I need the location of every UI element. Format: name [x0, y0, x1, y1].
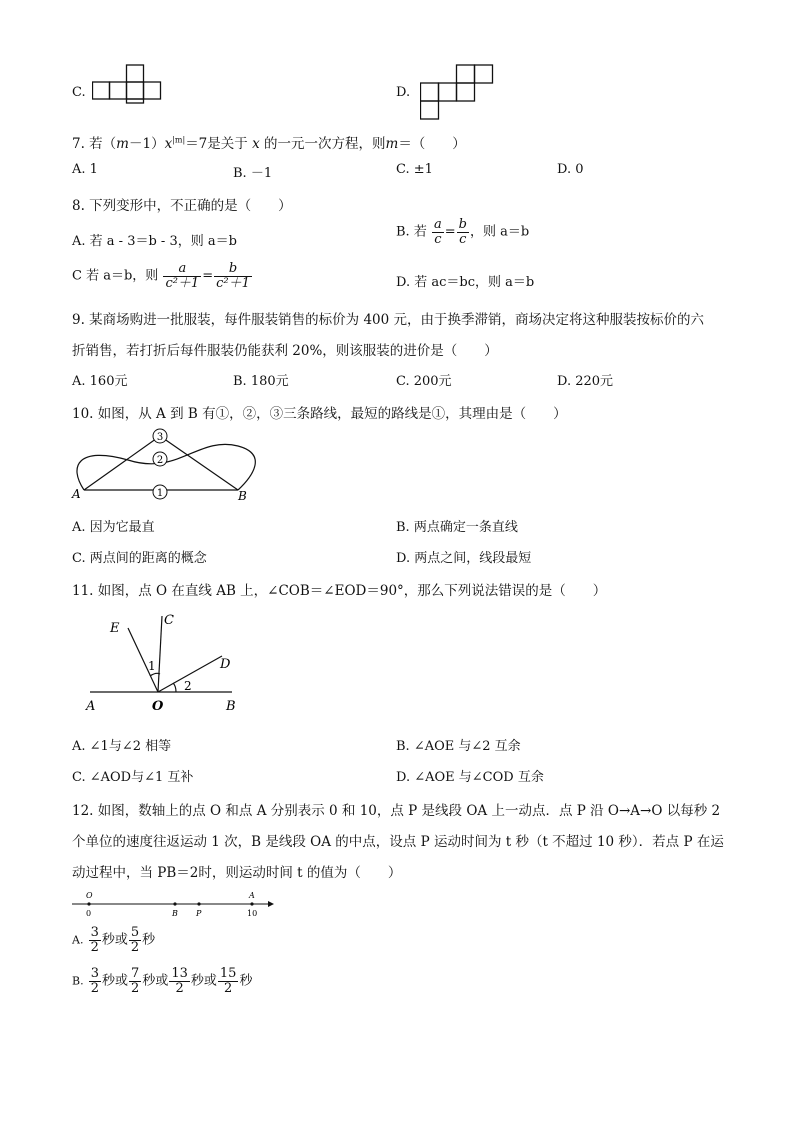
q9-option-d: D. 220元	[557, 374, 614, 389]
point-b-label: B	[238, 489, 247, 502]
q12-option-a: A. $\frac{3}{2}$ 秒或 $\frac{5}{2}$ 秒	[72, 925, 156, 955]
q9-option-c: C. 200元	[396, 374, 452, 389]
q12-stem-line3: 动过程中，当 PB＝2时，则运动时间 t 的值为（ ）	[72, 865, 402, 881]
q7-option-d: D. 0	[557, 162, 584, 177]
q10-route-figure	[68, 426, 264, 502]
q7-stem: 7. 若$(m-1)x^{|m|}=7$是关于 x 的一元一次方程，则m＝（ ）	[72, 135, 466, 152]
route-3-label: 3	[156, 432, 164, 443]
q11-option-c: C. ∠AOD与∠1 互补	[72, 770, 194, 785]
q8-option-d: D. 若 ac＝bc，则 a＝b	[396, 275, 535, 290]
q12-option-b: B. $\frac{3}{2}$ 秒或 $\frac{7}{2}$ 秒或 $\frac{13}{2}$ 秒或 $\frac{15}{2}$ 秒	[72, 966, 253, 996]
q8-option-b: B. 若 $\frac{a}{c}$ = $\frac{b}{c}$ ，则 a＝b	[396, 217, 530, 247]
q8-stem: 8. 下列变形中，不正确的是（ ）	[72, 198, 292, 214]
point-b-label: B	[226, 699, 236, 714]
q9-option-a: A. 160元	[72, 374, 128, 389]
q10-option-b: B. 两点确定一条直线	[396, 520, 518, 535]
point-p-dot	[197, 902, 200, 905]
point-c-label: C	[164, 613, 174, 628]
q7-option-b: B. －1	[233, 166, 273, 181]
q12-stem-line1: 12. 如图，数轴上的点 O 和点 A 分别表示 0 和 10，点 P 是线段 OA 上一动点．点 P 沿 O→A→O 以每秒 2	[72, 803, 721, 819]
point-o-dot	[87, 902, 90, 905]
q11-stem: 11. 如图，点 O 在直线 AB 上，∠COB＝∠EOD＝90°，那么下列说法错误的是（ ）	[72, 583, 607, 599]
point-e-label: E	[110, 621, 120, 636]
q6-option-c-label: C.	[72, 85, 86, 100]
zero-label: 0	[86, 909, 92, 918]
point-o-label: O	[152, 699, 164, 714]
q10-option-d: D. 两点之间，线段最短	[396, 551, 532, 566]
q7-option-a: A. 1	[72, 162, 98, 177]
route-1-label: 1	[156, 488, 164, 499]
q8-option-a: A. 若 a - 3＝b - 3，则 a＝b	[72, 234, 237, 249]
point-a-label: A	[86, 699, 96, 714]
angle-2-label: 2	[184, 679, 192, 693]
point-p-label: P	[196, 909, 202, 918]
q6-option-d-label: D.	[396, 85, 411, 100]
q10-option-a: A. 因为它最直	[72, 520, 155, 535]
q11-option-b: B. ∠AOE 与∠2 互余	[396, 739, 521, 754]
q11-option-d: D. ∠AOE 与∠COD 互余	[396, 770, 544, 785]
point-d-label: D	[220, 657, 231, 672]
q11-option-a: A. ∠1与∠2 相等	[72, 739, 172, 754]
q7-option-c: C. ±1	[396, 162, 433, 177]
point-a-label: A	[249, 891, 255, 900]
ray-oc	[158, 616, 162, 692]
q9-stem-line1: 9. 某商场购进一批服装，每件服装销售的标价为 400 元，由于换季滞销，商场决定将这种服装按标价的六	[72, 312, 705, 328]
q6-option-c-net	[92, 64, 164, 104]
q11-angle-figure	[80, 606, 250, 716]
point-a-dot	[250, 902, 253, 905]
point-a-label: A	[72, 487, 81, 501]
q6-option-d-net	[420, 64, 494, 120]
q9-stem-line2: 折销售，若打折后每件服装仍能获利 20%，则该服装的进价是（ ）	[72, 343, 498, 359]
angle-1-label: 1	[148, 659, 156, 673]
q12-number-line	[70, 888, 280, 920]
q12-stem-line2: 个单位的速度往返运动 1 次，B 是线段 OA 的中点，设点 P 运动时间为 t 秒（t 不超过 10 秒）．若点 P 在运	[72, 834, 724, 850]
q10-option-c: C. 两点间的距离的概念	[72, 551, 207, 566]
angle-2-arc	[173, 683, 176, 692]
point-b-dot	[173, 902, 176, 905]
q10-stem: 10. 如图，从 A 到 B 有①，②，③三条路线，最短的路线是①，其理由是（ ）	[72, 406, 567, 422]
q8-option-c: C 若 a＝b，则 $\frac{a}{\text{c²＋1}}$ = $\frac{b}{\text{c²＋1}}$	[72, 261, 250, 291]
q9-option-b: B. 180元	[233, 374, 289, 389]
ten-label: 10	[247, 909, 258, 918]
point-o-label: O	[86, 891, 93, 900]
point-b-label: B	[172, 909, 178, 918]
axis-arrow	[268, 901, 274, 907]
route-2-label: 2	[156, 455, 164, 466]
